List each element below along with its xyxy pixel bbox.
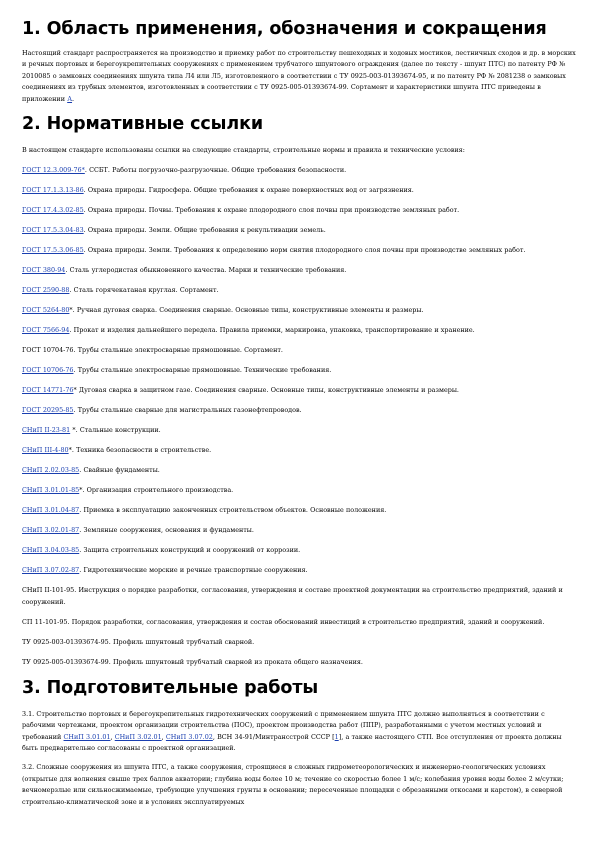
section-1-heading: 1. Область применения, обозначения и сокращения bbox=[22, 19, 547, 39]
reference-item bbox=[22, 405, 577, 416]
reference-link[interactable]: ГОСТ 17.5.3.06-85 bbox=[22, 246, 84, 255]
reference-text: . Земляные сооружения, основания и фундаменты. bbox=[79, 526, 254, 535]
reference-link[interactable]: СНиП 2.02.03-85 bbox=[22, 466, 80, 475]
reference-item bbox=[22, 485, 577, 496]
section-2-intro: В настоящем стандарте использованы ссылки на следующие стандарты, строительные нормы и правила и технические условия: bbox=[22, 146, 465, 155]
reference-link[interactable]: ГОСТ 10706-76 bbox=[22, 366, 74, 375]
normative-references-list bbox=[22, 165, 577, 668]
reference-item bbox=[22, 185, 577, 196]
reference-text: . ССБТ. Работы погрузочно-разгрузочные. Общие требования безопасности. bbox=[84, 166, 347, 175]
reference-text: . Прокат и изделия дальнейшего передела. Правила приемки, маркировка, упаковка, транспортирование и хранение. bbox=[69, 326, 475, 335]
reference-item bbox=[22, 265, 577, 276]
reference-text: ГОСТ 10704-76. Трубы стальные электросварные прямошовные. Сортамент. bbox=[22, 346, 283, 355]
snip-3-02-01-link[interactable]: СНиП 3.02.01 bbox=[114, 732, 162, 741]
reference-text: . Охрана природы. Гидросфера. Общие требования к охране поверхностных вод от загрязнения. bbox=[83, 186, 414, 195]
reference-link[interactable]: СНиП 3.01.04-87 bbox=[22, 506, 80, 515]
reference-text: . Трубы стальные сварные для магистральных газонефтепроводов. bbox=[73, 406, 302, 415]
reference-item bbox=[22, 245, 577, 256]
section-2-heading: 2. Нормативные ссылки bbox=[22, 114, 264, 135]
reference-text: *. Ручная дуговая сварка. Соединения сварные. Основные типы, конструктивные элементы и размеры. bbox=[69, 306, 424, 315]
reference-link[interactable]: СНиП 3.07.02-87 bbox=[22, 566, 80, 575]
snip-3-07-02-link[interactable]: СНиП 3.07.02 bbox=[165, 732, 213, 741]
reference-item bbox=[22, 617, 577, 628]
reference-link[interactable]: СНиП 3.04.03-85 bbox=[22, 546, 80, 555]
section-1-paragraph: Настоящий стандарт распространяется на производство и приемку работ по строительству пешеходных и ходовых мостиков, лестничных сходов и др. в морских и речных портовых и берегоукрепительных сооружениях с применением трубчатого шпунтового ограждения (далее по тексту - шпунт ПТС) по патенту РФ № 2010085 о замковых соединениях шпунта типа Л4 или Л5, изготовленного в соответствии с ТУ 0925-003-01393674-95, и по патенту РФ № 2081238 о замковых соединениях из трубных элементов, изготовленных в соответствии с ТУ 0925-005-01393674-99. Сортамент и характеристики шпунта ПТС приведены в приложении А. bbox=[22, 49, 576, 103]
reference-item bbox=[22, 545, 577, 556]
snip-3-01-01-link[interactable]: СНиП 3.01.01 bbox=[63, 732, 111, 741]
reference-text: *. Стальные конструкции. bbox=[70, 426, 161, 435]
reference-text: СП 11-101-95. Порядок разработки, согласования, утверждения и состав обоснований инвестиций в строительство предприятий, зданий и сооружений. bbox=[22, 617, 545, 626]
section-3-paragraph-1: 3.1. Строительство портовых и берегоукрепительных гидротехнических сооружений с применением шпунта ПТС должно выполняться в соответствии с рабочими чертежами, проектом организации строительства (ПОС), проектом производства работ (ППР), разработанными с учетом местных условий и требований СНиП 3.01.01, СНиП 3.02.01, СНиП 3.07.02, ВСН 34-91/Минтрансстрой СССР [1], а также настоящего СТП. Все отступления от проекта должны быть предварительно согласованы с проектной организацией. bbox=[22, 709, 562, 753]
reference-text: . Охрана природы. Земли. Общие требования к рекультивации земель. bbox=[83, 226, 326, 235]
reference-text: . Сталь углеродистая обыкновенного качества. Марки и технические требования. bbox=[65, 266, 347, 275]
reference-link[interactable]: СНиП II-23-81 bbox=[22, 426, 71, 435]
reference-item bbox=[22, 425, 577, 436]
reference-link[interactable]: ГОСТ 380-94 bbox=[22, 266, 66, 275]
reference-item bbox=[22, 657, 577, 668]
reference-item bbox=[22, 345, 577, 356]
reference-item bbox=[22, 225, 577, 236]
reference-text: . Трубы стальные электросварные прямошовные. Технические требования. bbox=[73, 366, 332, 375]
reference-link[interactable]: ГОСТ 5264-80 bbox=[22, 306, 70, 315]
reference-item bbox=[22, 505, 577, 516]
section-3-heading: 3. Подготовительные работы bbox=[22, 677, 319, 698]
reference-link[interactable]: СНиП 3.02.01-87 bbox=[22, 526, 80, 535]
reference-text: . Сталь горячекатаная круглая. Сортамент. bbox=[69, 286, 219, 295]
reference-link[interactable]: ГОСТ 17.1.3.13-86 bbox=[22, 186, 84, 195]
reference-link[interactable]: ГОСТ 2590-88 bbox=[22, 286, 70, 295]
reference-item bbox=[22, 205, 577, 216]
reference-item bbox=[22, 305, 577, 316]
reference-item bbox=[22, 445, 577, 456]
reference-text: СНиП II-101-95. Инструкция о порядке разработки, согласования, утверждения и составе проектной документации на строительство предприятий, зданий и сооружений. bbox=[22, 586, 563, 606]
appendix-a-link[interactable]: А bbox=[67, 94, 73, 103]
reference-text: *. Техника безопасности в строительстве. bbox=[68, 446, 212, 455]
reference-text: . Охрана природы. Земли. Требования к определению норм снятия плодородного слоя почвы при производстве земляных работ. bbox=[83, 246, 526, 255]
reference-text: . Охрана природы. Почвы. Требования к охране плодородного слоя почвы при производстве земляных работ. bbox=[83, 206, 460, 215]
reference-text: ТУ 0925-003-01393674-95. Профиль шпунтовый трубчатый сварной. bbox=[22, 637, 255, 646]
reference-link[interactable]: ГОСТ 20295-85 bbox=[22, 406, 74, 415]
reference-link[interactable]: СНиП III-4-80 bbox=[22, 446, 69, 455]
reference-item bbox=[22, 365, 577, 376]
reference-link[interactable]: ГОСТ 14771-76 bbox=[22, 386, 74, 395]
reference-item bbox=[22, 285, 577, 296]
reference-item bbox=[22, 325, 577, 336]
reference-text: * Дуговая сварка в защитном газе. Соединения сварные. Основные типы, конструктивные элементы и размеры. bbox=[73, 386, 459, 395]
reference-item bbox=[22, 585, 577, 608]
reference-text: ТУ 0925-005-01393674-99. Профиль шпунтовый трубчатый сварной из проката общего назначения. bbox=[22, 657, 363, 666]
reference-link[interactable]: СНиП 3.01.01-85 bbox=[22, 486, 80, 495]
reference-item bbox=[22, 565, 577, 576]
reference-link[interactable]: ГОСТ 7566-94 bbox=[22, 326, 70, 335]
reference-text: . Гидротехнические морские и речные транспортные сооружения. bbox=[79, 566, 308, 575]
reference-link[interactable]: ГОСТ 17.5.3.04-83 bbox=[22, 226, 84, 235]
reference-text: . Приемка в эксплуатацию законченных строительством объектов. Основные положения. bbox=[79, 506, 387, 515]
reference-link[interactable]: ГОСТ 12.3.009-76* bbox=[22, 166, 85, 175]
section-1-text: Настоящий стандарт распространяется на производство и приемку работ по строительству пешеходных и ходовых мостиков, лестничных сходов и др. в морских и речных портовых и берегоукрепительных сооружениях с применением трубчатого шпунтового ограждения (далее по тексту - шпунт ПТС) по патенту РФ № 2010085 о замковых соединениях шпунта типа Л4 или Л5, изготовленного в соответствии с ТУ 0925-003-01393674-95, и по патенту РФ № 2081238 о замковых соединениях из трубных элементов, изготовленных в соответствии с ТУ 0925-005-01393674-99. Сортамент и характеристики шпунта ПТС приведены в приложении bbox=[22, 49, 576, 103]
reference-item bbox=[22, 165, 577, 176]
reference-text: *. Организация строительного производства. bbox=[79, 486, 234, 495]
reference-item bbox=[22, 637, 577, 648]
reference-text: . Свайные фундаменты. bbox=[79, 466, 160, 475]
section-3-paragraph-2: 3.2. Сложные сооружения из шпунта ПТС, а также сооружения, строящиеся в сложных гидрометеорологических и инженерно-геологических условиях (открытые для волнения свыше трех баллов акватории; глубина воды более 10 м; течение со скоростью более 1 м/с; колебания уровня воды более 2 м/сутки; вечномерзлые или сильносжимаемые, требующие улучшения грунты в основании; пересеченные площадки с обрезанными откосами и карстом), в северной строительно-климатической зоне и в условиях эксплуатируемых bbox=[22, 763, 564, 806]
reference-1-link[interactable]: 1 bbox=[334, 732, 339, 741]
reference-item bbox=[22, 465, 577, 476]
reference-link[interactable]: ГОСТ 17.4.3.02-85 bbox=[22, 206, 84, 215]
reference-item bbox=[22, 385, 577, 396]
reference-text: . Защита строительных конструкций и сооружений от коррозии. bbox=[79, 546, 301, 555]
reference-item bbox=[22, 525, 577, 536]
